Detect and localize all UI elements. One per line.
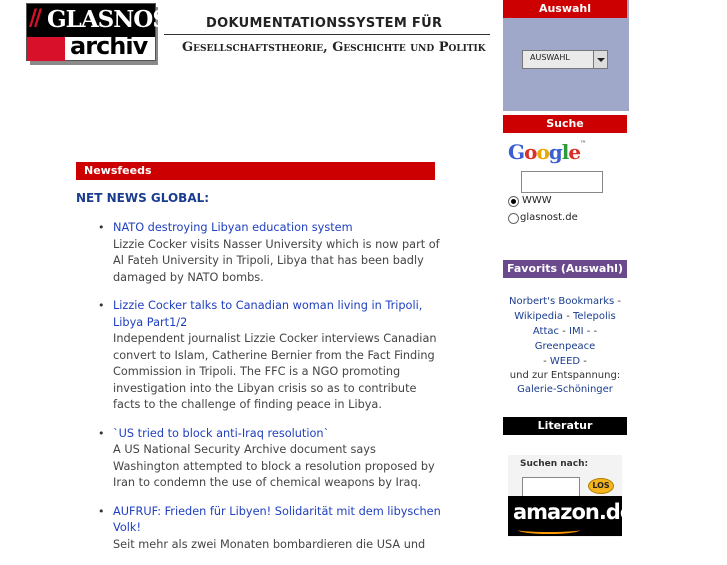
radio-www-label: WWW bbox=[522, 195, 552, 206]
glasnost-archiv-logo[interactable] bbox=[26, 3, 185, 65]
amazon-search-label: Suchen nach: bbox=[520, 459, 589, 469]
favorits-links: Norbert's Bookmarks - Wikipedia - Telepolis Attac - IMI - - Greenpeace - WEED - bbox=[508, 296, 622, 367]
radio-site[interactable] bbox=[508, 213, 519, 224]
header-divider bbox=[164, 34, 490, 35]
amazon-search-input[interactable] bbox=[522, 477, 580, 497]
relax-label: und zur Entspannung: bbox=[509, 370, 621, 381]
auswahl-select[interactable] bbox=[522, 50, 608, 69]
news-item-link[interactable]: • AUFRUF: Frieden für Libyen! Solidarität mit dem libyschen Volk! bbox=[113, 504, 441, 534]
news-item bbox=[97, 426, 442, 492]
radio-site-label: glasnost.de bbox=[520, 212, 578, 223]
news-item bbox=[97, 220, 442, 286]
news-item bbox=[97, 298, 442, 414]
news-item-link[interactable]: • Lizzie Cocker talks to Canadian woman living in Tripoli, Libya Part1/2 bbox=[113, 299, 423, 329]
fav-link-attac[interactable]: Attac bbox=[532, 326, 560, 337]
logo-red-block bbox=[27, 37, 65, 61]
logo-slash-icon: // bbox=[29, 5, 40, 31]
google-search-input[interactable] bbox=[521, 171, 603, 193]
literatur-header: Literatur bbox=[503, 417, 627, 435]
news-item-description: Lizzie Cocker visits Nasser University which is now part of Al Fateh University in Tripoli, Libya that has been badly damaged by NATO bombs. bbox=[113, 237, 440, 284]
fav-link-imi[interactable]: IMI bbox=[569, 326, 584, 337]
auswahl-select-value: AUSWAHL bbox=[530, 53, 570, 62]
trademark: ™ bbox=[580, 140, 586, 147]
favorits-header: Favorits (Auswahl) bbox=[503, 260, 627, 278]
amazon-logo[interactable] bbox=[508, 496, 634, 536]
google-logo: Google™ bbox=[508, 140, 586, 164]
news-item bbox=[97, 504, 442, 554]
logo-bottom-text: archiv bbox=[70, 32, 148, 60]
site-subtitle: Gesellschaftstheorie, Geschichte und Politik bbox=[182, 40, 486, 55]
suche-header: Suche bbox=[503, 115, 627, 133]
logo-box bbox=[26, 3, 185, 61]
fav-link-bookmarks[interactable]: Norbert's Bookmarks bbox=[508, 296, 615, 307]
news-item-description: A US National Security Archive document says Washington attempted to block a resolution proposed by Iran to condemn the use of chemical weapons by Iraq. bbox=[113, 443, 435, 489]
radio-www[interactable] bbox=[508, 196, 519, 207]
amazon-smile-icon bbox=[518, 526, 580, 534]
newsfeeds-label: Newsfeeds bbox=[84, 164, 152, 177]
site-title: DOKUMENTATIONSSYSTEM FÜR bbox=[206, 16, 443, 31]
relax-section bbox=[503, 369, 627, 397]
logo-top-text: GLASNOST bbox=[47, 6, 185, 33]
feed-title: NET NEWS GLOBAL: bbox=[76, 191, 210, 205]
fav-link-wikipedia[interactable]: Wikipedia bbox=[514, 311, 564, 322]
news-item-description: Seit mehr als zwei Monaten bombardieren die USA und bbox=[113, 537, 426, 551]
fav-link-weed[interactable]: WEED bbox=[549, 356, 581, 367]
fav-link-telepolis[interactable]: Telepolis bbox=[573, 311, 616, 322]
chevron-down-icon[interactable] bbox=[593, 51, 607, 68]
news-list bbox=[97, 220, 442, 565]
news-item-description: Independent journalist Lizzie Cocker interviews Canadian convert to Islam, Catherine Bernier from the Fact Finding Commission in Tripoli. The FFC is a NGO promoting investigation into the Libyan crisis so as to contribute facts to the challenge of finding peace in Libya. bbox=[113, 332, 437, 411]
newsfeeds-section-header bbox=[76, 162, 435, 180]
los-button[interactable]: LOS bbox=[588, 478, 614, 494]
news-item-link[interactable]: • NATO destroying Libyan education system bbox=[113, 221, 353, 234]
fav-link-greenpeace[interactable]: Greenpeace bbox=[534, 341, 596, 352]
amazon-logo-text: amazon.de bbox=[513, 500, 634, 524]
news-item-link[interactable]: • `US tried to block anti-Iraq resolution` bbox=[113, 426, 330, 440]
auswahl-header: Auswahl bbox=[503, 0, 627, 18]
relax-link[interactable]: Galerie-Schöninger bbox=[517, 384, 613, 395]
